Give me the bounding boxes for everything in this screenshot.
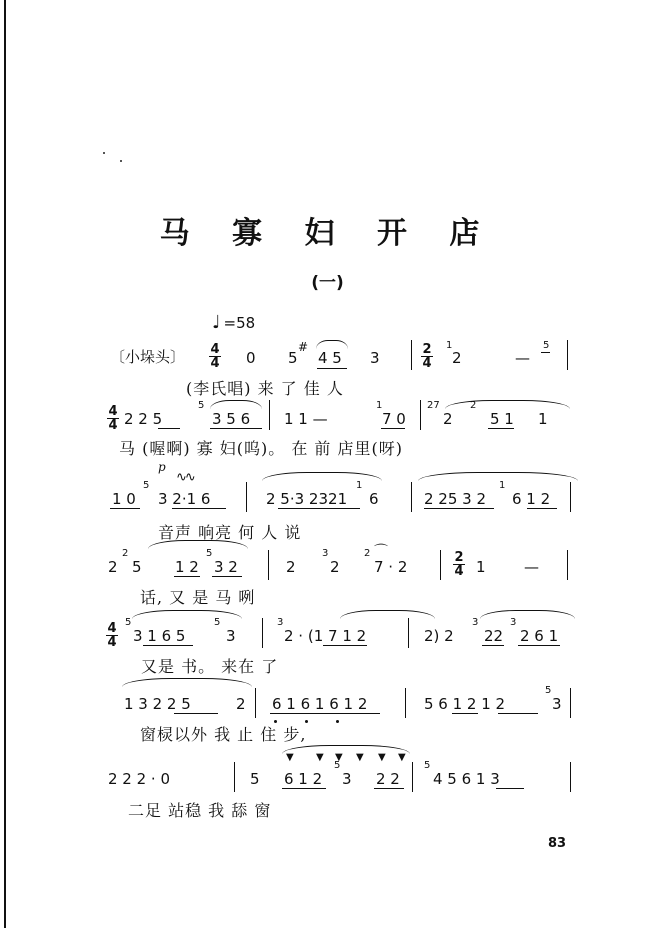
sharp-sign: # xyxy=(298,340,309,354)
tempo-value: =58 xyxy=(223,314,256,332)
notes: 5 1 xyxy=(490,410,514,428)
grace-note: 5 xyxy=(543,340,550,351)
beam-line xyxy=(158,428,180,429)
beam-line xyxy=(482,645,504,646)
lyrics-line: 又是 书。 来在 了 xyxy=(141,657,279,676)
bar-line xyxy=(246,482,247,512)
notes: 22 xyxy=(484,627,504,645)
bar-line xyxy=(570,688,571,718)
notes: 2 6 1 xyxy=(520,627,559,645)
performance-label: 〔小垛头〕 xyxy=(110,348,186,366)
time-signature: $\frac{2}{4}$ xyxy=(454,550,464,579)
notes: 3 2 xyxy=(214,558,238,576)
grace-note: 5 xyxy=(334,760,341,771)
bar-line xyxy=(567,550,568,580)
note: 5 xyxy=(132,558,142,576)
grace-note: 5 xyxy=(143,480,150,491)
grace-note: 3 xyxy=(322,548,329,559)
notes: 3 1 6 5 xyxy=(133,627,186,645)
grace-note: 5 xyxy=(206,548,213,559)
beam-line xyxy=(210,428,262,429)
beam-line xyxy=(374,788,404,789)
bar-line xyxy=(411,482,412,512)
dash: — xyxy=(515,349,530,367)
time-signature: $\frac{4}{4}$ xyxy=(107,621,117,650)
beam-line xyxy=(212,576,242,577)
bar-line xyxy=(268,550,269,580)
grace-note: 5 xyxy=(125,617,132,628)
quarter-note-icon: ♩ xyxy=(212,312,221,333)
notes: 3 5 6 xyxy=(212,410,251,428)
notes: 2) 2 xyxy=(424,627,454,645)
beam-line xyxy=(381,428,405,429)
note: 6 xyxy=(369,490,379,508)
grace-note: 3 xyxy=(510,617,517,628)
slur xyxy=(340,610,435,619)
lyrics-line: 二足 站稳 我 舔 窗 xyxy=(128,801,272,820)
time-signature: $\frac{4}{4}$ xyxy=(210,342,220,371)
bar-line xyxy=(567,340,568,370)
lyrics-line: 音声 响亮 何 人 说 xyxy=(158,523,302,542)
note: 5 xyxy=(250,770,260,788)
beam-line xyxy=(527,508,557,509)
trill-mark: ∿∿ xyxy=(176,470,194,485)
bar-line xyxy=(234,762,235,792)
bar-line xyxy=(570,482,571,512)
beam-line xyxy=(172,508,226,509)
beam-line xyxy=(110,508,140,509)
accent-mark-icon: ▼ xyxy=(316,752,324,763)
accent-mark-icon: ▼ xyxy=(378,752,386,763)
bar-line xyxy=(440,550,441,580)
note: 2 xyxy=(330,558,340,576)
grace-note: 2 xyxy=(364,548,371,559)
note: 0 xyxy=(246,349,256,367)
scan-edge-line xyxy=(4,0,6,928)
grace-line xyxy=(541,352,550,353)
notes: 6 1 6 1 6 1 2 xyxy=(272,695,368,713)
slur xyxy=(132,610,242,619)
notes: 7 · 2 xyxy=(374,558,408,576)
slur xyxy=(480,610,575,619)
beam-line xyxy=(498,713,538,714)
slur xyxy=(445,400,570,409)
notes: 2 2 2 · 0 xyxy=(108,770,171,788)
slur xyxy=(418,472,578,481)
beam-line xyxy=(317,368,347,369)
notes: 7 0 xyxy=(382,410,406,428)
page-number: 83 xyxy=(548,836,567,851)
grace-note: 1 xyxy=(356,480,363,491)
note: 1 xyxy=(476,558,486,576)
beam-line xyxy=(496,788,524,789)
beam-line xyxy=(518,645,560,646)
note: 2 xyxy=(236,695,246,713)
notes: 6 1 2 xyxy=(284,770,323,788)
notes: 2 2 5 xyxy=(124,410,163,428)
bar-line xyxy=(420,400,421,430)
note: 3 xyxy=(342,770,352,788)
lyrics-line: (李氏唱) 来 了 佳 人 xyxy=(186,379,344,398)
section-number: (一) xyxy=(311,273,344,293)
lyrics-line: 窗棂以外 我 止 住 步, xyxy=(140,725,307,744)
accent-mark-icon: ▼ xyxy=(335,752,343,763)
song-title: 马 寡 妇 开 店 xyxy=(159,216,496,251)
grace-note: 1 xyxy=(376,400,383,411)
notes: 3 2·1 6 xyxy=(158,490,211,508)
grace-note: 5 xyxy=(545,685,552,696)
beam-line xyxy=(282,788,326,789)
time-signature: $\frac{2}{4}$ xyxy=(422,342,432,371)
grace-note: 3 xyxy=(277,617,284,628)
notes: 2 2 xyxy=(376,770,400,788)
notes: 1 3 2 2 5 xyxy=(124,695,191,713)
grace-note: 1 xyxy=(499,480,506,491)
bar-line xyxy=(408,618,409,648)
slur xyxy=(316,340,348,349)
grace-note: 2 xyxy=(122,548,129,559)
slur xyxy=(148,540,248,549)
notes: 2 · (1 7 1 2 xyxy=(284,627,367,645)
beam-line xyxy=(174,713,218,714)
note: 3 xyxy=(370,349,380,367)
notes: 6 1 2 xyxy=(512,490,551,508)
beam-line xyxy=(278,508,360,509)
bar-line xyxy=(255,688,256,718)
bar-line xyxy=(570,762,571,792)
beam-line xyxy=(488,428,514,429)
grace-note: 5 xyxy=(424,760,431,771)
accent-mark-icon: ▼ xyxy=(286,752,294,763)
beam-line xyxy=(424,508,494,509)
scan-speck xyxy=(120,160,122,162)
lyrics-line: 马 (喔啊) 寡 妇(呜)。 在 前 店里(呀) xyxy=(119,439,403,458)
dash: — xyxy=(524,558,539,576)
grace-note: 27 xyxy=(427,400,440,411)
beam-line xyxy=(323,645,367,646)
note: 2 xyxy=(452,349,462,367)
scan-speck xyxy=(103,152,105,154)
notes: 2 25 3 2 xyxy=(424,490,487,508)
slur xyxy=(210,400,262,409)
dynamic-piano-mark: p xyxy=(158,460,166,474)
beam-line xyxy=(174,576,200,577)
bar-line xyxy=(262,618,263,648)
notes: 2 5·3 2321 xyxy=(266,490,348,508)
bar-line xyxy=(412,762,413,792)
notes: 4 5 6 1 3 xyxy=(433,770,500,788)
beam-line xyxy=(452,713,478,714)
bar-line xyxy=(405,688,406,718)
accent-mark-icon: ▼ xyxy=(398,752,406,763)
low-octave-dot xyxy=(336,720,339,723)
grace-note: 5 xyxy=(214,617,221,628)
slur xyxy=(282,745,410,754)
note: 5 xyxy=(288,349,298,367)
slur xyxy=(262,472,382,481)
note: 2 xyxy=(286,558,296,576)
notes: 1 0 xyxy=(112,490,136,508)
note: 2 xyxy=(108,558,118,576)
fermata-icon: ⌒ xyxy=(374,544,388,560)
notes: 1 2 xyxy=(175,558,199,576)
tempo-marking xyxy=(212,312,255,333)
note: 2 xyxy=(443,410,453,428)
grace-note: 3 xyxy=(472,617,479,628)
note: 3 xyxy=(552,695,562,713)
bar-line xyxy=(269,400,270,430)
slur xyxy=(122,678,252,687)
note: 3 xyxy=(226,627,236,645)
note: 1 xyxy=(538,410,548,428)
grace-note: 1 xyxy=(446,340,453,351)
notes: 5 6 1 2 1 2 xyxy=(424,695,506,713)
grace-note: 2 xyxy=(470,400,477,411)
beam-line xyxy=(143,645,193,646)
lyrics-line: 话, 又 是 马 咧 xyxy=(140,588,256,607)
time-signature: $\frac{4}{4}$ xyxy=(108,404,118,433)
grace-note: 5 xyxy=(198,400,205,411)
bar-line xyxy=(411,340,412,370)
accent-mark-icon: ▼ xyxy=(356,752,364,763)
notes: 1 1 — xyxy=(284,410,328,428)
beam-line xyxy=(270,713,380,714)
note: 4 5 xyxy=(318,349,342,367)
